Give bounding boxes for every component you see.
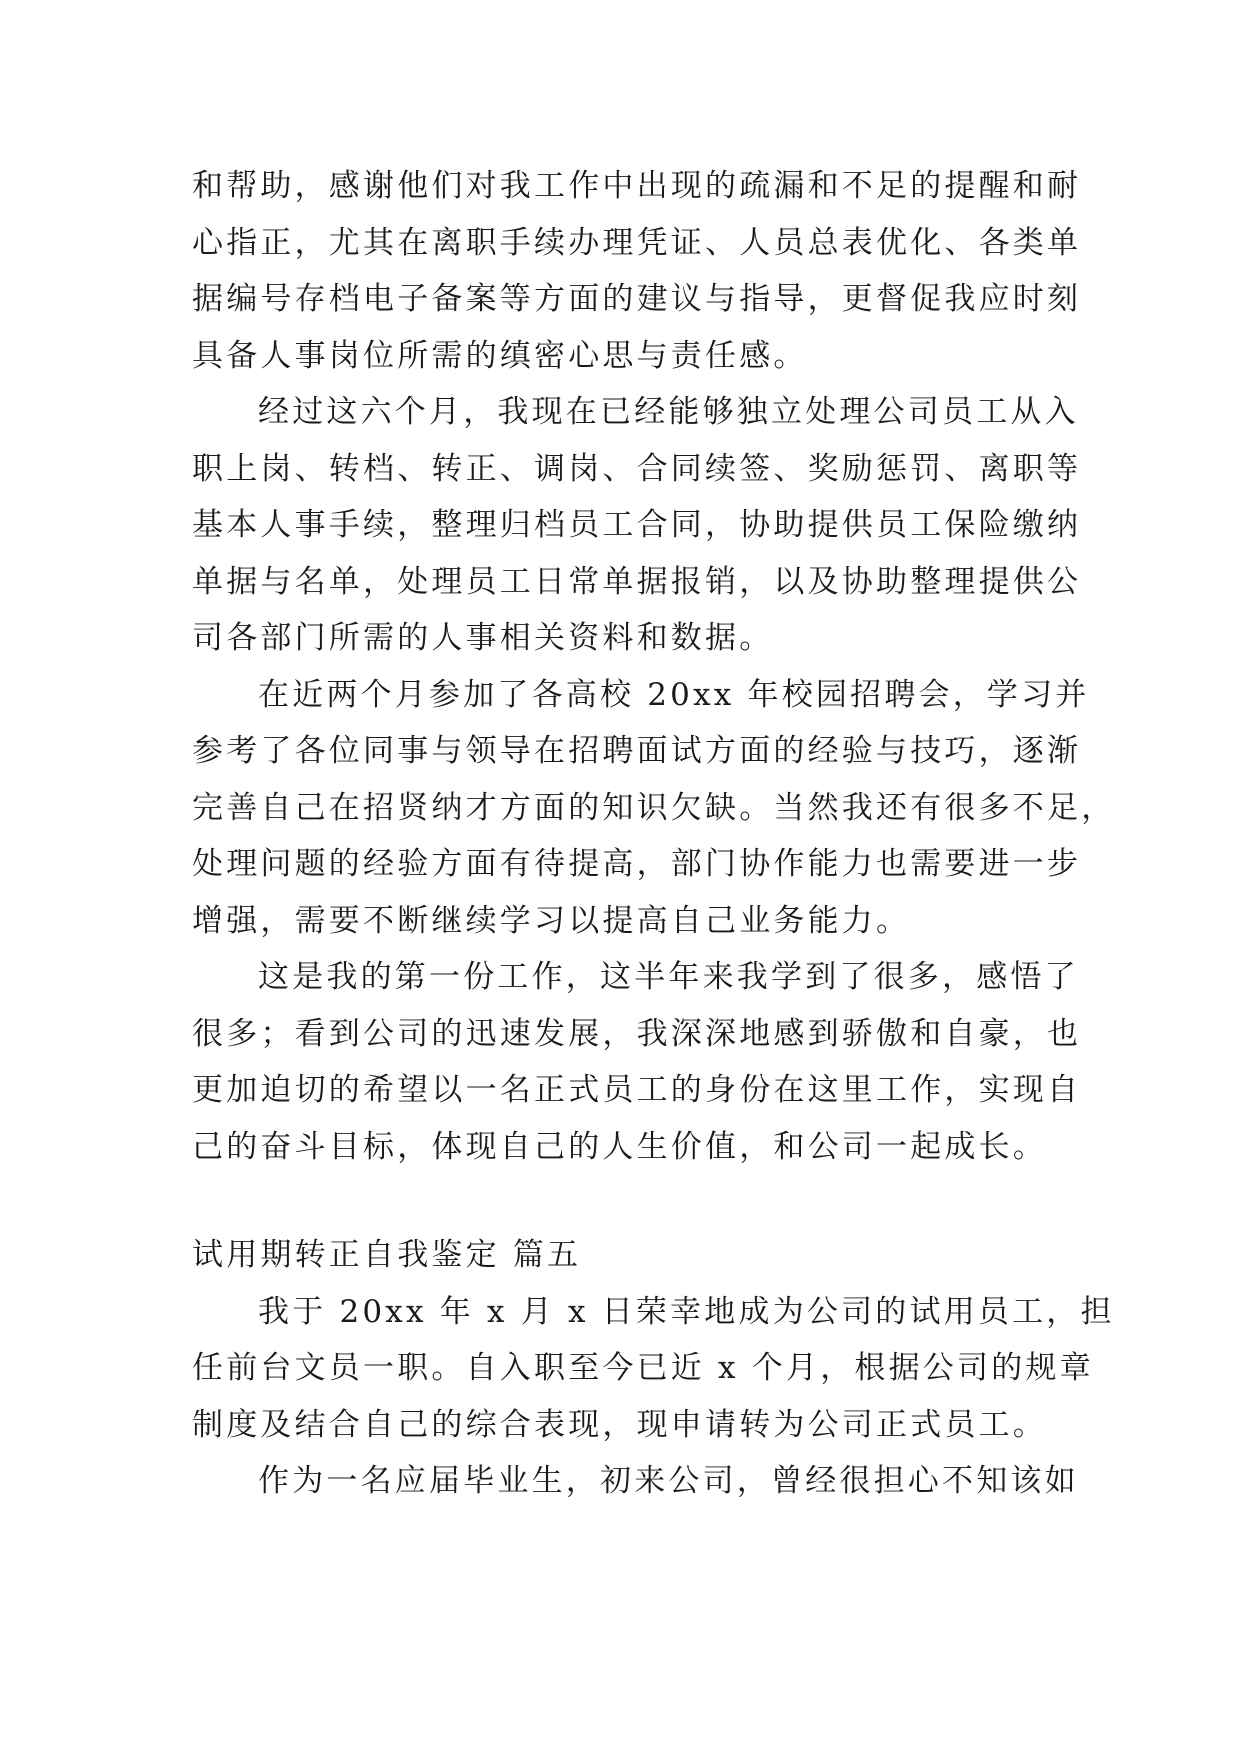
text-line: 很多；看到公司的迅速发展，我深深地感到骄傲和自豪，也 — [192, 1015, 1082, 1052]
text-line: 己的奋斗目标，体现自己的人生价值，和公司一起成长。 — [192, 1128, 1047, 1165]
text-line: 增强，需要不断继续学习以提高自己业务能力。 — [192, 902, 911, 939]
paragraph-1 — [192, 158, 1082, 384]
text-line: 经过这六个月，我现在已经能够独立处理公司员工从入 — [258, 394, 1079, 430]
text-line: 完善自己在招贤纳才方面的知识欠缺。当然我还有很多不足， — [192, 789, 1116, 826]
text-line: 单据与名单，处理员工日常单据报销，以及协助整理提供公 — [192, 563, 1082, 600]
text-line: 和帮助，感谢他们对我工作中出现的疏漏和不足的提醒和耐 — [192, 168, 1082, 204]
paragraph-6 — [192, 1453, 1079, 1510]
text-line: 在近两个月参加了各高校 20xx 年校园招聘会，学习并 — [258, 676, 1090, 713]
text-line: 制度及结合自己的综合表现，现申请转为公司正式员工。 — [192, 1406, 1047, 1443]
paragraph-4 — [192, 949, 1082, 1175]
text-line: 任前台文员一职。自入职至今已近 x 个月，根据公司的规章 — [192, 1350, 1094, 1386]
text-line: 我于 20xx 年 x 月 x 日荣幸地成为公司的试用员工，担 — [258, 1293, 1115, 1330]
document-body — [192, 158, 1116, 1510]
text-line: 作为一名应届毕业生，初来公司，曾经很担心不知该如 — [258, 1463, 1079, 1499]
paragraph-5 — [192, 1284, 1115, 1454]
text-line: 职上岗、转档、转正、调岗、合同续签、奖励惩罚、离职等 — [192, 450, 1082, 487]
text-line: 这是我的第一份工作，这半年来我学到了很多，感悟了 — [258, 959, 1079, 995]
text-line: 司各部门所需的人事相关资料和数据。 — [192, 620, 774, 656]
text-line: 处理问题的经验方面有待提高，部门协作能力也需要进一步 — [192, 846, 1082, 882]
paragraph-3 — [192, 667, 1116, 950]
paragraph-2 — [192, 384, 1082, 667]
text-line: 参考了各位同事与领导在招聘面试方面的经验与技巧，逐渐 — [192, 733, 1082, 769]
section-title: 试用期转正自我鉴定 篇五 — [192, 1237, 582, 1273]
text-line: 心指正，尤其在离职手续办理凭证、人员总表优化、各类单 — [192, 224, 1082, 261]
text-line: 更加迫切的希望以一名正式员工的身份在这里工作，实现自 — [192, 1072, 1082, 1108]
text-line: 基本人事手续，整理归档员工合同，协助提供员工保险缴纳 — [192, 507, 1082, 543]
text-line: 据编号存档电子备案等方面的建议与指导，更督促我应时刻 — [192, 281, 1082, 317]
text-line: 具备人事岗位所需的缜密心思与责任感。 — [192, 337, 808, 374]
